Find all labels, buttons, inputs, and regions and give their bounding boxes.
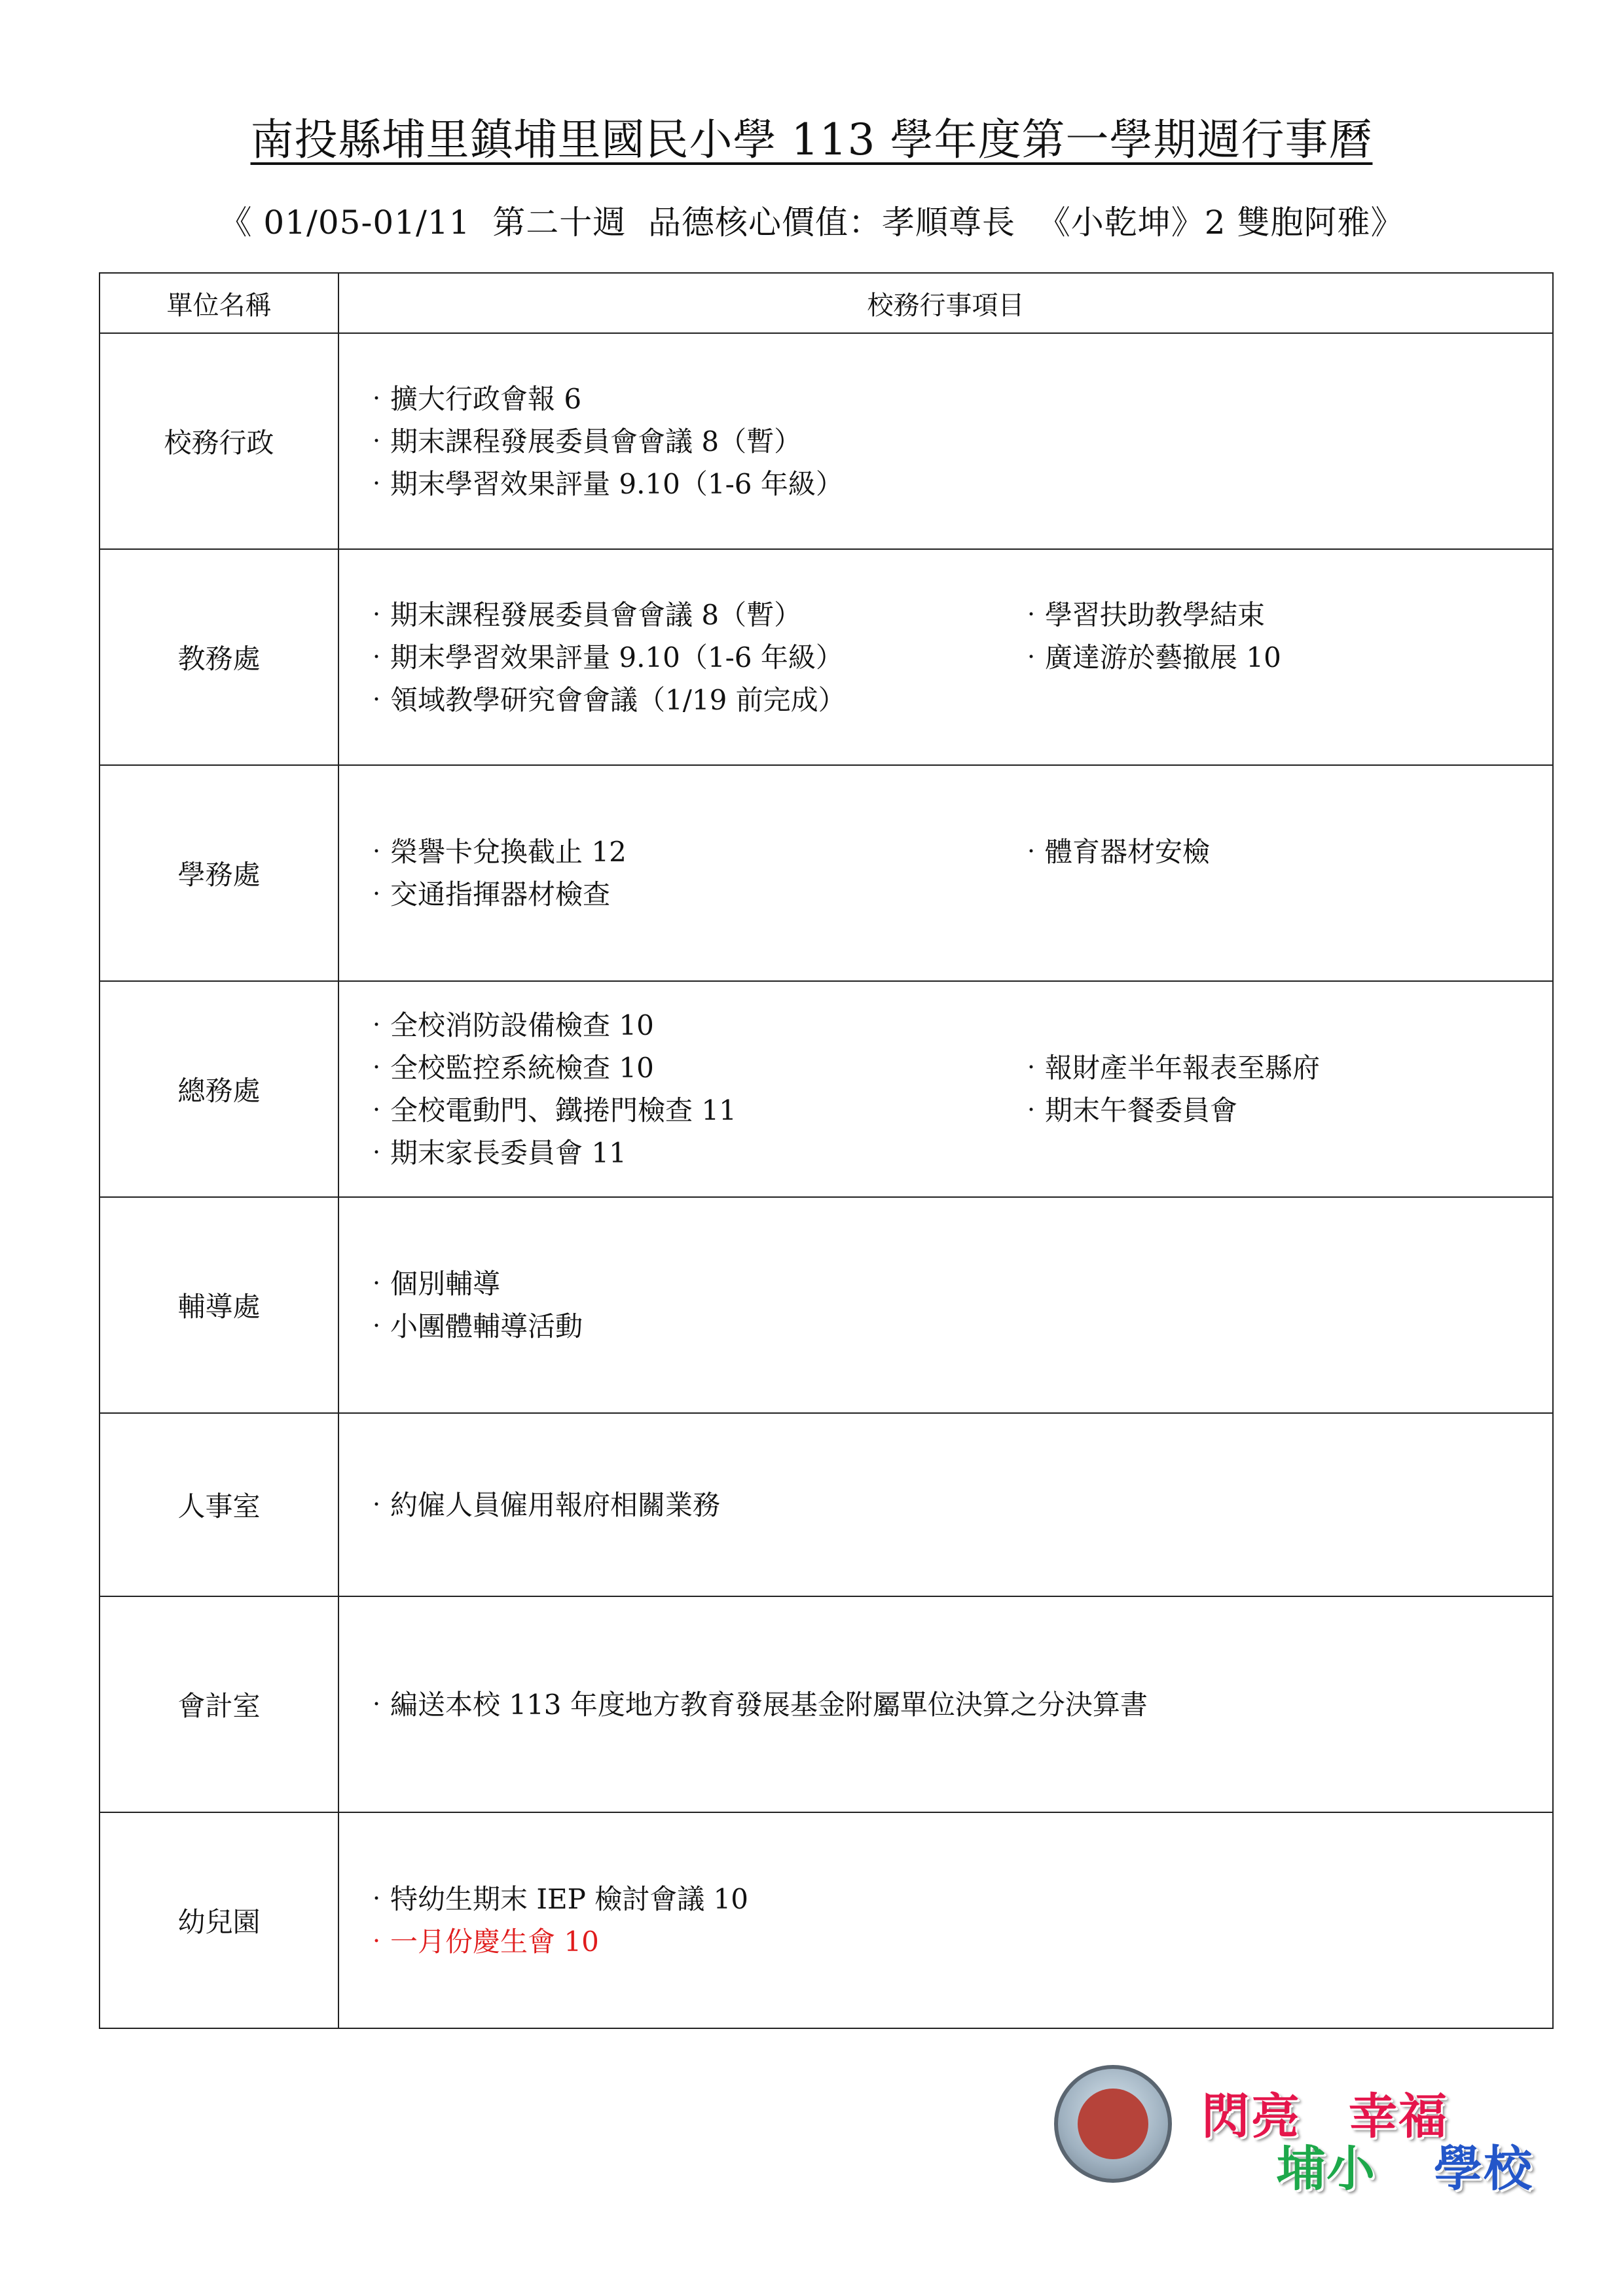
logo-word: 學校 [1434,2141,1533,2197]
unit-name: 會計室 [100,1596,338,1812]
row-items [338,333,1553,549]
list-item: ‧交通指揮器材檢查 [363,878,611,910]
list-item: ‧期末午餐委員會 [1017,1094,1238,1126]
row-items [338,1596,1553,1812]
list-item: ‧約僱人員僱用報府相關業務 [363,1488,721,1521]
list-item-highlight: ‧一月份慶生會 10 [363,1926,599,1958]
table-row [100,333,1553,549]
school-badge-icon [1054,2065,1172,2183]
table-header-row [100,273,1553,333]
table-row [100,981,1553,1197]
list-item: ‧期末學習效果評量 9.10（1-6 年級） [363,641,843,673]
page-title [0,105,1623,167]
row-items [338,1197,1553,1413]
list-item: ‧學習扶助教學結束 [1017,598,1266,631]
row-items [338,981,1553,1197]
row-items [338,765,1553,981]
header-items: 校務行事項目 [338,273,1553,333]
list-item: ‧個別輔導 [363,1268,501,1300]
list-item: ‧體育器材安檢 [1017,836,1211,868]
list-item: ‧期末課程發展委員會會議 8（暫） [363,598,802,631]
list-item: ‧期末課程發展委員會會議 8（暫） [363,425,802,457]
list-item: ‧編送本校 113 年度地方教育發展基金附屬單位決算之分決算書 [363,1688,1148,1721]
list-item: ‧領域教學研究會會議（1/19 前完成） [363,683,846,716]
title-text: 南投縣埔里鎮埔里國民小學 113 學年度第一學期週行事曆 [250,115,1373,165]
logo-word: 閃亮 [1201,2089,1301,2145]
unit-name: 總務處 [100,981,338,1197]
list-item: ‧全校監控系統檢查 10 [363,1052,654,1084]
list-item: ‧期末學習效果評量 9.10（1-6 年級） [363,467,843,500]
list-item: ‧廣達游於藝撤展 10 [1017,641,1281,673]
list-item: ‧特幼生期末 IEP 檢討會議 10 [363,1883,749,1915]
list-item: ‧全校消防設備檢查 10 [363,1009,654,1041]
table-row [100,1413,1553,1596]
list-item: ‧全校電動門、鐵捲門檢查 11 [363,1094,737,1126]
table-row [100,549,1553,765]
list-item: ‧榮譽卡兌換截止 12 [363,836,627,868]
logo-word: 埔小 [1277,2141,1376,2197]
unit-name: 教務處 [100,549,338,765]
weekly-calendar-table [99,272,1554,2029]
list-item: ‧擴大行政會報 6 [363,382,582,415]
table-row [100,1197,1553,1413]
list-item: ‧報財產半年報表至縣府 [1017,1052,1321,1084]
school-logo [1054,2065,1552,2196]
unit-name: 輔導處 [100,1197,338,1413]
logo-word: 幸福 [1349,2089,1448,2145]
list-item: ‧小團體輔導活動 [363,1310,583,1342]
table-row [100,1812,1553,2028]
unit-name: 校務行政 [100,333,338,549]
header-unit: 單位名稱 [100,273,338,333]
week-subtitle: 《 01/05-01/11 第二十週 品德核心價值：孝順尊長 《小乾坤》2 雙胞阿雅》 [219,204,1404,242]
row-items [338,1812,1553,2028]
unit-name: 人事室 [100,1413,338,1596]
row-items [338,1413,1553,1596]
unit-name: 幼兒園 [100,1812,338,2028]
table-row [100,765,1553,981]
list-item: ‧期末家長委員會 11 [363,1137,627,1169]
row-items [338,549,1553,765]
table-row [100,1596,1553,1812]
unit-name: 學務處 [100,765,338,981]
